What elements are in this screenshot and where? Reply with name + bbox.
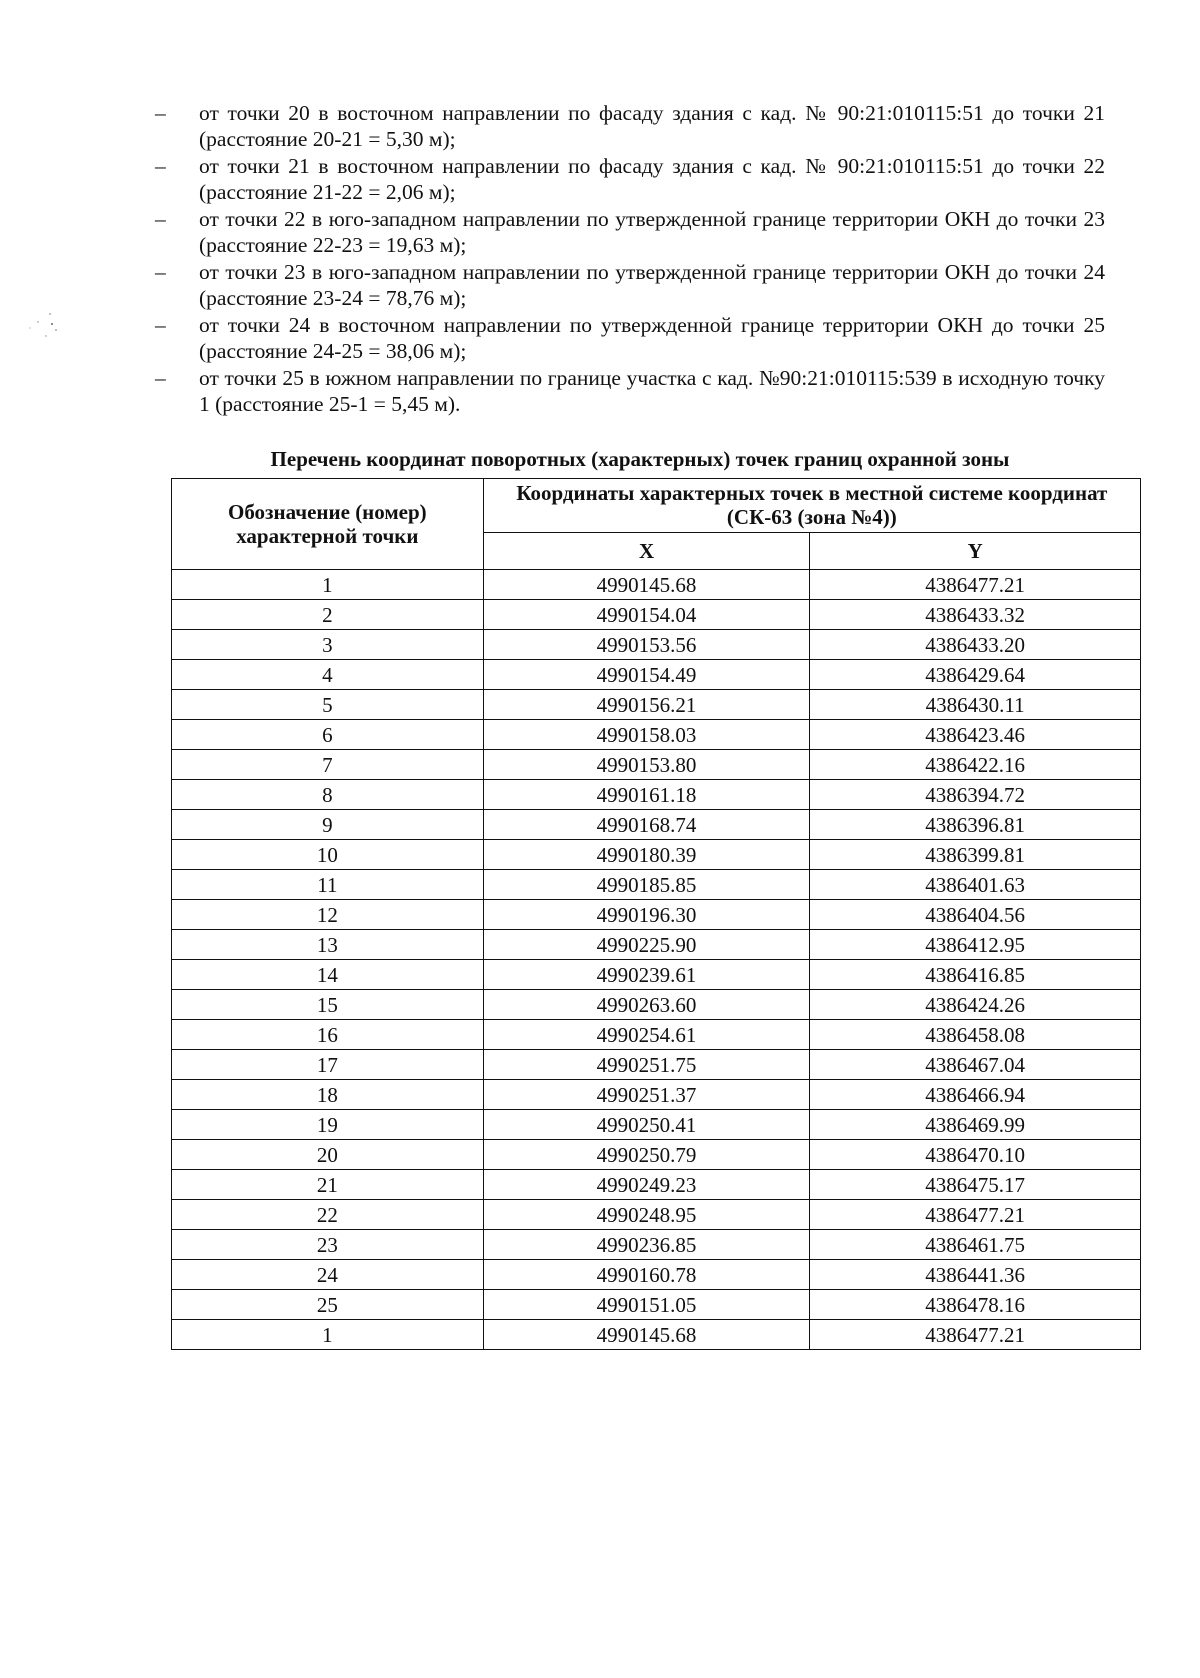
point-number-cell: 1 xyxy=(172,1320,484,1350)
point-number-cell: 21 xyxy=(172,1170,484,1200)
dash-marker: – xyxy=(155,366,166,390)
x-coordinate-cell: 4990236.85 xyxy=(483,1230,810,1260)
x-coordinate-cell: 4990249.23 xyxy=(483,1170,810,1200)
table-row xyxy=(172,630,1141,660)
y-coordinate-cell: 4386477.21 xyxy=(810,570,1141,600)
x-coordinate-cell: 4990263.60 xyxy=(483,990,810,1020)
point-number-cell: 24 xyxy=(172,1260,484,1290)
point-number-cell: 20 xyxy=(172,1140,484,1170)
dash-marker: – xyxy=(155,313,166,337)
table-caption: Перечень координат поворотных (характерных) точек границ охранной зоны xyxy=(270,447,1010,471)
boundary-segment-item xyxy=(155,153,1105,205)
y-coordinate-cell: 4386469.99 xyxy=(810,1110,1141,1140)
y-coordinate-cell: 4386466.94 xyxy=(810,1080,1141,1110)
table-row xyxy=(172,600,1141,630)
boundary-segment-text: от точки 20 в восточном направлении по фасаду здания с кад. № 90:21:010115:51 до точки 21 (расстояние 20-21 = 5,30 м); xyxy=(199,101,1105,151)
x-coordinate-cell: 4990251.37 xyxy=(483,1080,810,1110)
y-coordinate-cell: 4386477.21 xyxy=(810,1320,1141,1350)
boundary-segment-item xyxy=(155,259,1105,311)
dash-marker: – xyxy=(155,260,166,284)
y-coordinate-cell: 4386423.46 xyxy=(810,720,1141,750)
y-coordinate-cell: 4386401.63 xyxy=(810,870,1141,900)
y-coordinate-cell: 4386424.26 xyxy=(810,990,1141,1020)
point-number-cell: 22 xyxy=(172,1200,484,1230)
table-row xyxy=(172,1260,1141,1290)
point-number-cell: 1 xyxy=(172,570,484,600)
y-coordinate-cell: 4386470.10 xyxy=(810,1140,1141,1170)
point-number-cell: 3 xyxy=(172,630,484,660)
coordinates-group-header: Координаты характерных точек в местной системе координат (СК-63 (зона №4)) xyxy=(483,479,1140,533)
x-coordinate-cell: 4990154.49 xyxy=(483,660,810,690)
boundary-segment-item xyxy=(155,312,1105,364)
table-row xyxy=(172,840,1141,870)
point-number-cell: 5 xyxy=(172,690,484,720)
y-coordinate-cell: 4386433.20 xyxy=(810,630,1141,660)
point-number-cell: 10 xyxy=(172,840,484,870)
dash-marker: – xyxy=(155,207,166,231)
x-coordinate-cell: 4990168.74 xyxy=(483,810,810,840)
boundary-segment-text: от точки 23 в юго-западном направлении по утвержденной границе территории ОКН до точки 24 (расстояние 23-24 = 78,76 м); xyxy=(199,260,1105,310)
boundary-description-list xyxy=(155,100,1105,418)
y-coordinate-cell: 4386433.32 xyxy=(810,600,1141,630)
point-number-cell: 12 xyxy=(172,900,484,930)
table-row xyxy=(172,1110,1141,1140)
x-coordinate-cell: 4990156.21 xyxy=(483,690,810,720)
y-coordinate-cell: 4386394.72 xyxy=(810,780,1141,810)
y-coordinate-cell: 4386461.75 xyxy=(810,1230,1141,1260)
table-row xyxy=(172,930,1141,960)
x-coordinate-cell: 4990145.68 xyxy=(483,1320,810,1350)
x-coordinate-cell: 4990254.61 xyxy=(483,1020,810,1050)
table-row xyxy=(172,720,1141,750)
table-row xyxy=(172,1200,1141,1230)
y-coordinate-cell: 4386429.64 xyxy=(810,660,1141,690)
y-coordinate-cell: 4386458.08 xyxy=(810,1020,1141,1050)
x-coordinate-cell: 4990145.68 xyxy=(483,570,810,600)
table-row xyxy=(172,1080,1141,1110)
x-column-header: X xyxy=(483,532,810,569)
table-row xyxy=(172,690,1141,720)
x-coordinate-cell: 4990160.78 xyxy=(483,1260,810,1290)
y-coordinate-cell: 4386399.81 xyxy=(810,840,1141,870)
table-row xyxy=(172,1320,1141,1350)
x-coordinate-cell: 4990151.05 xyxy=(483,1290,810,1320)
point-number-cell: 8 xyxy=(172,780,484,810)
table-row xyxy=(172,780,1141,810)
x-coordinate-cell: 4990250.41 xyxy=(483,1110,810,1140)
boundary-segment-text: от точки 21 в восточном направлении по фасаду здания с кад. № 90:21:010115:51 до точки 22 (расстояние 21-22 = 2,06 м); xyxy=(199,154,1105,204)
x-coordinate-cell: 4990153.56 xyxy=(483,630,810,660)
point-number-cell: 13 xyxy=(172,930,484,960)
x-coordinate-cell: 4990196.30 xyxy=(483,900,810,930)
y-coordinate-cell: 4386422.16 xyxy=(810,750,1141,780)
y-coordinate-cell: 4386396.81 xyxy=(810,810,1141,840)
point-number-cell: 23 xyxy=(172,1230,484,1260)
x-coordinate-cell: 4990180.39 xyxy=(483,840,810,870)
y-coordinate-cell: 4386416.85 xyxy=(810,960,1141,990)
y-coordinate-cell: 4386430.11 xyxy=(810,690,1141,720)
boundary-segment-text: от точки 22 в юго-западном направлении по утвержденной границе территории ОКН до точки 23 (расстояние 22-23 = 19,63 м); xyxy=(199,207,1105,257)
dash-marker: – xyxy=(155,154,166,178)
point-number-header: Обозначение (номер) характерной точки xyxy=(172,479,484,570)
y-coordinate-cell: 4386441.36 xyxy=(810,1260,1141,1290)
y-coordinate-cell: 4386404.56 xyxy=(810,900,1141,930)
point-number-cell: 4 xyxy=(172,660,484,690)
y-coordinate-cell: 4386478.16 xyxy=(810,1290,1141,1320)
point-number-cell: 19 xyxy=(172,1110,484,1140)
dash-marker: – xyxy=(155,101,166,125)
point-number-cell: 6 xyxy=(172,720,484,750)
x-coordinate-cell: 4990239.61 xyxy=(483,960,810,990)
table-row xyxy=(172,660,1141,690)
boundary-segment-item xyxy=(155,100,1105,152)
table-row xyxy=(172,1230,1141,1260)
x-coordinate-cell: 4990225.90 xyxy=(483,930,810,960)
x-coordinate-cell: 4990161.18 xyxy=(483,780,810,810)
y-coordinate-cell: 4386477.21 xyxy=(810,1200,1141,1230)
y-coordinate-cell: 4386475.17 xyxy=(810,1170,1141,1200)
table-row xyxy=(172,960,1141,990)
x-coordinate-cell: 4990154.04 xyxy=(483,600,810,630)
y-coordinate-cell: 4386467.04 xyxy=(810,1050,1141,1080)
x-coordinate-cell: 4990250.79 xyxy=(483,1140,810,1170)
table-row xyxy=(172,750,1141,780)
point-number-cell: 9 xyxy=(172,810,484,840)
point-number-cell: 11 xyxy=(172,870,484,900)
point-number-cell: 14 xyxy=(172,960,484,990)
table-header-row xyxy=(172,479,1141,533)
x-coordinate-cell: 4990248.95 xyxy=(483,1200,810,1230)
boundary-segment-item xyxy=(155,206,1105,258)
coordinates-table-body xyxy=(172,570,1141,1350)
table-row xyxy=(172,900,1141,930)
boundary-segment-text: от точки 25 в южном направлении по границе участка с кад. №90:21:010115:539 в исходную точку 1 (расстояние 25-1 = 5,45 м). xyxy=(199,366,1105,416)
x-coordinate-cell: 4990185.85 xyxy=(483,870,810,900)
table-row xyxy=(172,1290,1141,1320)
point-number-cell: 15 xyxy=(172,990,484,1020)
point-number-cell: 18 xyxy=(172,1080,484,1110)
table-row xyxy=(172,570,1141,600)
boundary-segment-item xyxy=(155,365,1105,417)
table-row xyxy=(172,810,1141,840)
point-number-cell: 16 xyxy=(172,1020,484,1050)
table-row xyxy=(172,1170,1141,1200)
table-row xyxy=(172,1020,1141,1050)
y-coordinate-cell: 4386412.95 xyxy=(810,930,1141,960)
table-row xyxy=(172,1050,1141,1080)
table-row xyxy=(172,870,1141,900)
table-row xyxy=(172,990,1141,1020)
x-coordinate-cell: 4990153.80 xyxy=(483,750,810,780)
table-row xyxy=(172,1140,1141,1170)
x-coordinate-cell: 4990251.75 xyxy=(483,1050,810,1080)
x-coordinate-cell: 4990158.03 xyxy=(483,720,810,750)
y-column-header: Y xyxy=(810,532,1141,569)
point-number-cell: 25 xyxy=(172,1290,484,1320)
point-number-cell: 7 xyxy=(172,750,484,780)
coordinates-table xyxy=(171,478,1141,1350)
boundary-segment-text: от точки 24 в восточном направлении по утвержденной границе территории ОКН до точки 25 (расстояние 24-25 = 38,06 м); xyxy=(199,313,1105,363)
point-number-cell: 17 xyxy=(172,1050,484,1080)
point-number-cell: 2 xyxy=(172,600,484,630)
scan-specks-decoration xyxy=(28,310,68,350)
